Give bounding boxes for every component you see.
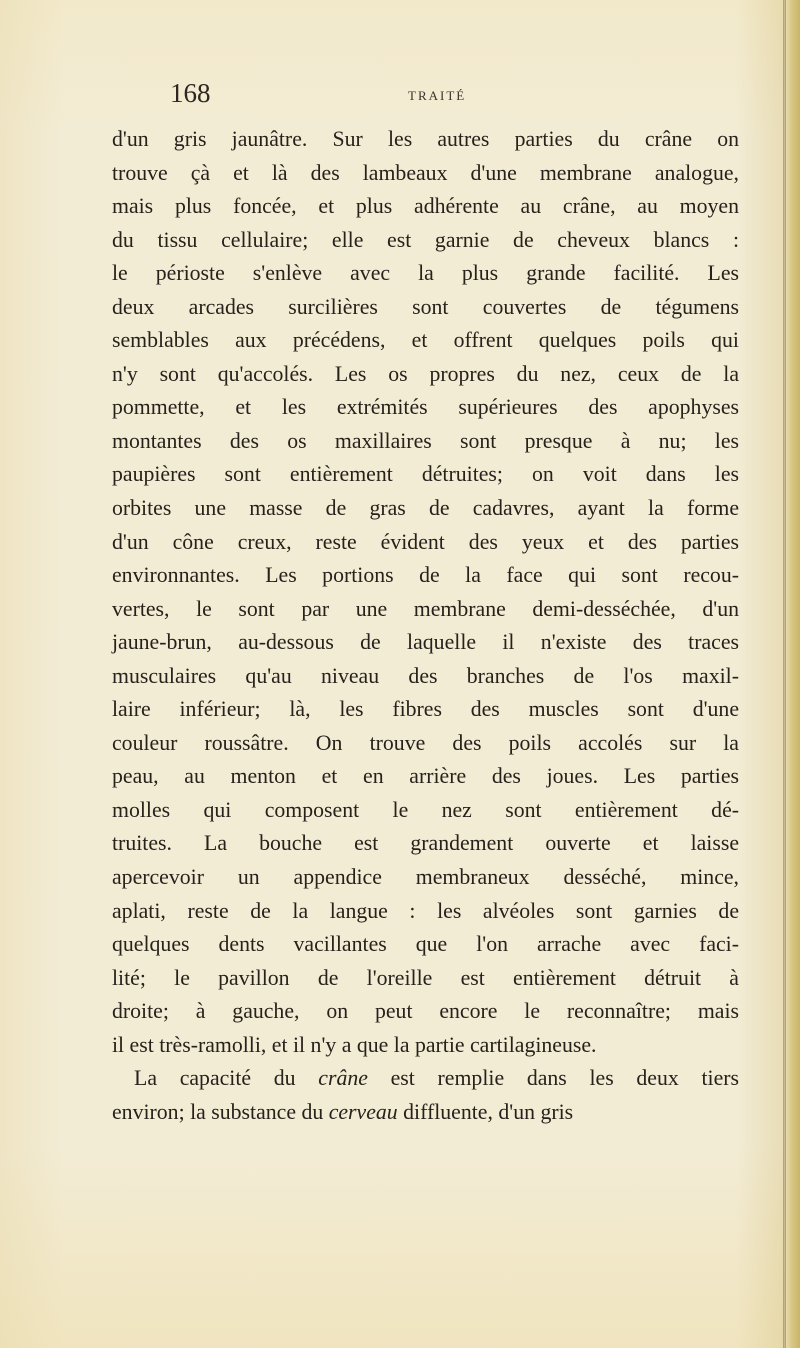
text-line: n'y sont qu'accolés. Les os propres du nez, ceux de la — [112, 361, 739, 386]
text-line: trouve çà et là des lambeaux d'une membrane analogue, — [112, 160, 739, 185]
text-line: environnantes. Les portions de la face qui sont recou- — [112, 563, 739, 588]
text-line: apercevoir un appendice membraneux desséché, mince, — [112, 865, 739, 890]
text-run: diffluente, d'un gris — [397, 1099, 574, 1124]
body-text — [112, 123, 739, 1129]
text-line: laire inférieur; là, les fibres des muscles sont d'une — [112, 697, 739, 722]
text-line: deux arcades surcilières sont couvertes de tégumens — [112, 294, 739, 319]
text-line: jaune-brun, au-dessous de laquelle il n'existe des traces — [112, 630, 739, 655]
text-line: aplati, reste de la langue : les alvéoles sont garnies de — [112, 898, 739, 923]
text-line: orbites une masse de gras de cadavres, ayant la forme — [112, 496, 739, 521]
text-line: pommette, et les extrémités supérieures des apophyses — [112, 395, 739, 420]
text-line: molles qui composent le nez sont entièrement dé- — [112, 797, 739, 822]
running-title: TRAITÉ — [408, 88, 467, 103]
page-number: 168 — [170, 78, 211, 108]
paragraph-line — [112, 1062, 739, 1096]
text-line: il est très-ramolli, et il n'y a que la partie cartilagineuse. — [112, 1032, 597, 1057]
text-line: d'un cône creux, reste évident des yeux et des parties — [112, 529, 739, 554]
text-line: montantes des os maxillaires sont presque à nu; les — [112, 428, 739, 453]
text-line: quelques dents vacillantes que l'on arrache avec faci- — [112, 932, 739, 957]
text-line: couleur roussâtre. On trouve des poils accolés sur la — [112, 730, 739, 755]
page-edge — [785, 0, 800, 1348]
text-line: le périoste s'enlève avec la plus grande facilité. Les — [112, 261, 739, 286]
paragraph-line — [112, 1096, 739, 1130]
text-run: La capacité du — [134, 1066, 319, 1091]
text-line: paupières sont entièrement détruites; on voit dans les — [112, 462, 739, 487]
text-line: peau, au menton et en arrière des joues. Les parties — [112, 764, 739, 789]
text-line: lité; le pavillon de l'oreille est entièrement détruit à — [112, 965, 739, 990]
italic-term: crâne — [318, 1066, 368, 1091]
text-line: semblables aux précédens, et offrent quelques poils qui — [112, 328, 739, 353]
page-header — [170, 78, 590, 108]
text-line: mais plus foncée, et plus adhérente au crâne, au moyen — [112, 194, 739, 219]
text-line: vertes, le sont par une membrane demi-desséchée, d'un — [112, 596, 739, 621]
text-run: est remplie dans les deux tiers — [367, 1066, 739, 1091]
text-line: truites. La bouche est grandement ouverte et laisse — [112, 831, 739, 856]
italic-term: cerveau — [328, 1099, 398, 1124]
text-line: d'un gris jaunâtre. Sur les autres parties du crâne on — [112, 127, 739, 151]
text-line: musculaires qu'au niveau des branches de l'os maxil- — [112, 663, 739, 688]
text-line: droite; à gauche, on peut encore le reconnaître; mais — [112, 999, 739, 1024]
text-run: environ; la substance du — [112, 1099, 329, 1124]
text-line: du tissu cellulaire; elle est garnie de cheveux blancs : — [112, 227, 739, 252]
